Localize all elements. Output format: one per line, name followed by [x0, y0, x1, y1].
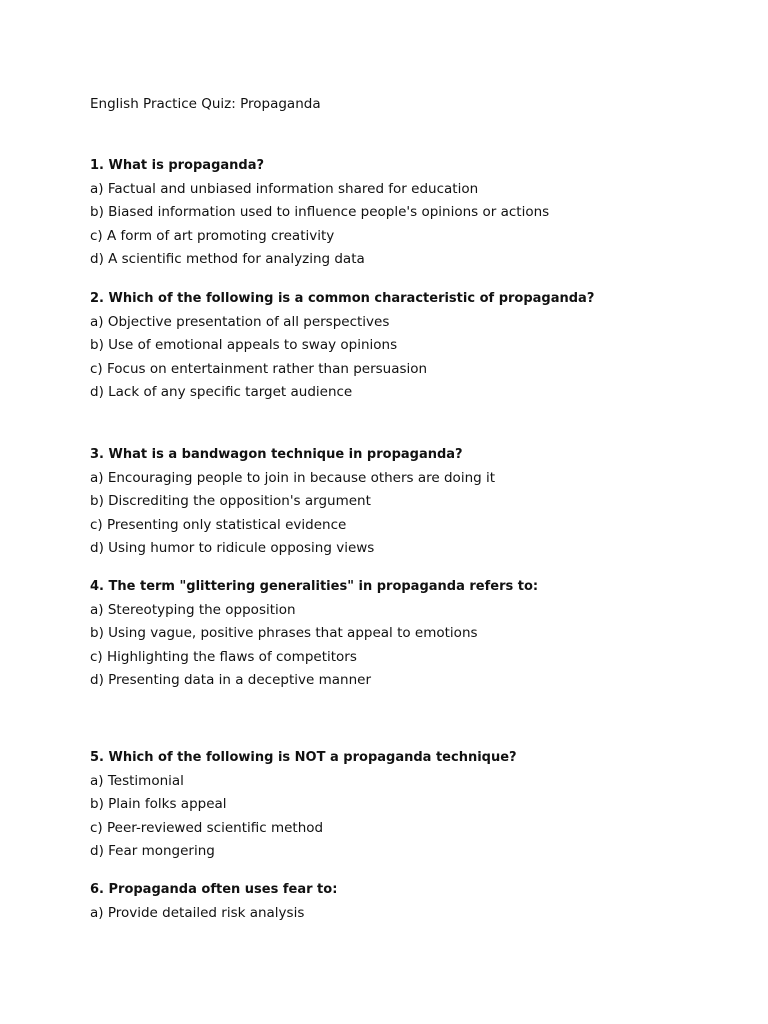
answer-option: a) Provide detailed risk analysis [90, 905, 305, 921]
question-block [90, 748, 750, 864]
answer-option: a) Factual and unbiased information shared for education [90, 181, 479, 197]
question-text: 3. What is a bandwagon technique in propaganda? [90, 447, 463, 462]
document-title: English Practice Quiz: Propaganda [90, 96, 321, 112]
answer-option: b) Use of emotional appeals to sway opinions [90, 337, 398, 354]
answer-option: d) Fear mongering [90, 842, 215, 859]
question-block [90, 577, 750, 693]
question-block [90, 156, 750, 272]
answer-option: c) Peer-reviewed scientific method [90, 819, 324, 836]
answer-option: d) A scientific method for analyzing data [90, 250, 365, 267]
answer-option: b) Using vague, positive phrases that appeal to emotions [90, 625, 478, 642]
answer-option: a) Encouraging people to join in because others are doing it [90, 470, 496, 486]
question-text: 4. The term "glittering generalities" in propaganda refers to: [90, 579, 539, 594]
answer-option: b) Plain folks appeal [90, 796, 227, 813]
answer-option: a) Objective presentation of all perspectives [90, 314, 390, 330]
question-block [90, 445, 750, 561]
answer-option: d) Using humor to ridicule opposing views [90, 539, 375, 556]
answer-option: b) Discrediting the opposition's argument [90, 493, 371, 510]
answer-option: d) Lack of any specific target audience [90, 383, 353, 400]
question-block [90, 880, 750, 926]
answer-option: c) Presenting only statistical evidence [90, 516, 347, 533]
answer-option: a) Stereotyping the opposition [90, 602, 296, 618]
answer-option: d) Presenting data in a deceptive manner [90, 671, 372, 688]
answer-option: c) Focus on entertainment rather than persuasion [90, 360, 428, 377]
question-text: 1. What is propaganda? [90, 158, 265, 173]
question-block [90, 289, 750, 405]
answer-option: c) A form of art promoting creativity [90, 227, 335, 244]
answer-option: c) Highlighting the flaws of competitors [90, 648, 357, 665]
question-text: 2. Which of the following is a common characteristic of propaganda? [90, 291, 595, 306]
question-text: 6. Propaganda often uses fear to: [90, 882, 338, 897]
answer-option: a) Testimonial [90, 773, 184, 789]
question-text: 5. Which of the following is NOT a propaganda technique? [90, 750, 517, 765]
answer-option: b) Biased information used to influence people's opinions or actions [90, 204, 550, 221]
